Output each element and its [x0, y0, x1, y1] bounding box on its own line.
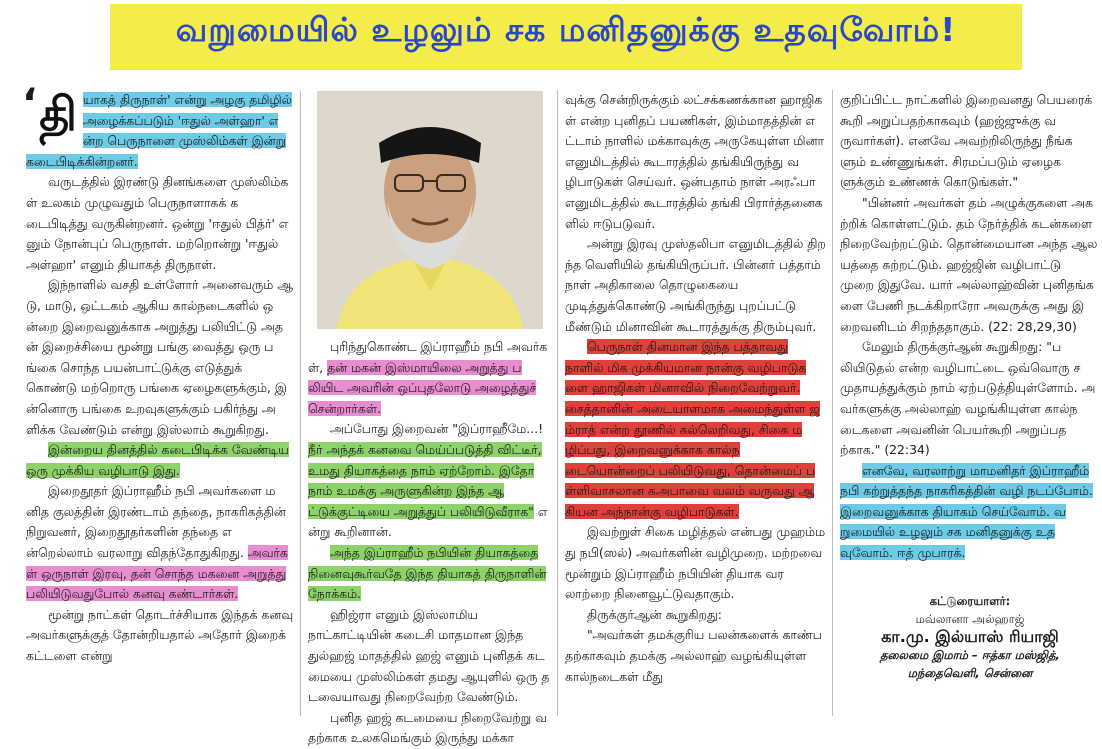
highlight-text: தன் மகன் இஸ்மாயிலை அறுத்து பலியிட அவரின் ஒப்புதலோடு அழைத்துச் சென்றார்கள். [308, 359, 537, 416]
highlight-text: யாகத் திருநாள்' என்று அழகு தமிழில் அழைக்கப்படும் 'ஈதுல் அள்ஹா' என்ற பெருநாளை முஸ்லிம்கள் இன்று கடைபிடிக்கின்றனர். [26, 92, 292, 169]
highlight-text: நீர் அந்தக் கனவை மெய்ப்படுத்தி விட்டீர், உமது தியாகத்தை நாம் ஏற்றோம். இதோ நாம் உமக்கு அருளுகின்ற இந்த ஆட்டுக்குட்டியை அறுத்துப் பலியிடுவீராக" [308, 441, 542, 519]
paragraph-text: அப்போது இறைவன் "இப்ராஹீமே...! [330, 421, 544, 437]
column-divider [832, 90, 833, 716]
paragraph: இந்நாளில் வசதி உள்ளோர் அனைவரும் ஆடு, மாடு, ஒட்டகம் ஆகிய கால்நடைகளில் ஒன்றை இறைவனுக்காக அறுத்து பலியிட்டு அதன் இறைச்சியை மூன்று பங்கு வைத்து ஒரு பங்கை சொந்த பயன்பாட்டுக்கு எடுத்துக் கொண்டு மற்றொரு பங்கை ஏழைகளுக்கும், இன்னொரு பங்கை உறவுகளுக்கும் பகிர்ந்து அளிக்க வேண்டும் என்று இஸ்லாம் கூறுகிறது. [26, 277, 293, 437]
quote-mark-icon: ‘ [22, 81, 38, 127]
author-heading: கட்டுரையாளர்: [929, 594, 1011, 608]
paragraph [308, 419, 552, 543]
paragraph: அன்று இரவு முஸ்தலிபா எனுமிடத்தில் திறந்த வெளியில் தங்கியிருப்பர். பின்னர் பத்தாம் நாள் அதிகாலை தொழுகையை முடித்துக்கொண்டு அங்கிருந்து புறப்பட்டு மீண்டும் மினாவின் கூடாரத்துக்கு திரும்புவர். [565, 236, 826, 334]
highlight-text: இன்றைய தினத்தில் கடைபிடிக்க வேண்டிய ஒரு முக்கிய வழிபாடு இது. [26, 442, 289, 478]
author-name: கா.மு. இல்யாஸ் ரியாஜி [881, 627, 1059, 646]
article-column-2 [308, 337, 552, 749]
paragraph: திருக்குர்ஆன் கூறுகிறது: [587, 606, 722, 622]
author-credit [840, 592, 1100, 682]
paragraph [22, 81, 294, 172]
paragraph: "பின்னர் அவர்கள் தம் அழுக்குகளை அகற்றிக் கொள்ளட்டும். தம் நேர்த்திக் கடன்களை நிறைவேற்றட்டும். தொன்மையான அந்த ஆலயத்தை சுற்றட்டும். ஹஜ்ஜின் வழிபாட்டு முறை இதுவே. யார் அல்லாஹ்வின் புனிதங்களை பேணி நடக்கிறாரோ அவருக்கு அது இறைவனிடம் சிறந்ததாகும். (22: 28,29,30) [840, 194, 1098, 334]
paragraph: மேலும் திருக்குர்ஆன் கூறுகிறது: "பலியிடுதல் என்ற வழிபாட்டை ஒவ்வொரு சமுதாயத்துக்கும் நாம் ஏற்படுத்தியுள்ளோம். அவர்களுக்கு அல்லாஹ் வழங்கியுள்ள கால்நடைகளை அவனின் பெயர்கூறி அறுப்பதற்காக." (22:34) [840, 339, 1096, 458]
paragraph [26, 440, 294, 481]
drop-cap: தி [39, 87, 77, 141]
paragraph [308, 337, 552, 419]
paragraph: இவற்றுள் சிகை மழித்தல் என்பது முஹம்மது நபி(ஸல்) அவர்களின் வழிமுறை. மற்றவை மூன்றும் இப்ராஹீம் நபியின் தியாக வரலாற்றை நினைவூட்டுவதாகும். [565, 524, 826, 602]
paragraph: மூன்று நாட்கள் தொடர்ச்சியாக இந்தக் கனவு அவர்களுக்குத் தோன்றியதால் அதோர் இறைக் கட்டளை என்று [26, 606, 294, 664]
page-title: வறுமையில் உழலும் சக மனிதனுக்கு உதவுவோம்! [175, 10, 957, 49]
highlight-text: பெருநாள் தினமான இந்த பத்தாவது நாளில் மிக முக்கியமான நான்கு வழிபாடுகளை ஹாஜிகள் மினாவில் நிறைவேற்றுவர். சைத்தானின் அடையாளமாக அமைந்துள்ள ஜம்ராத் என்ற தூணில் கல்லெறிவது, சிகை மழிப்பது, இறைவனுக்காக கால்நடையொன்றைப் பலியிடுவது, தொன்மைப் பள்ளிவாசலான கஅபாவை வலம் வருவது ஆகியன அந்நான்கு வழிபாடுகள். [565, 339, 820, 519]
paragraph: வருடத்தில் இரண்டு தினங்களை முஸ்லிம்கள் உலகம் முழுவதும் பெருநாளாகக் கடைபிடித்து வருகின்றனர். ஒன்று 'ஈதுல் பித்ர்' எனும் நோன்புப் பெருநாள். மற்றொன்று 'ஈதுல் அள்ஹா' எனும் தியாகத் திருநாள். [26, 174, 289, 272]
author-place: மந்தைவெளி, சென்னை [907, 666, 1033, 680]
paragraph: புனித ஹஜ் கடமையை நிறைவேற்று வதற்காக உலகமெங்கும் இருந்து மக்கா [308, 709, 547, 746]
article-column-1 [22, 81, 294, 667]
paragraph: குறிப்பிட்ட நாட்களில் இறைவனது பெயரைக் கூறி அறுப்பதற்காகவும் (ஹஜ்ஜுக்கு வருவார்கள்). எனவே அவற்றிலிருந்து நீங்களும் உண்ணுங்கள். சிரமப்படும் ஏழைகளுக்கும் உண்ணக் கொடுங்கள்." [840, 92, 1093, 190]
column-divider [557, 90, 558, 716]
paragraph: "அவர்கள் தமக்குரிய பலன்களைக் காண்பதற்காகவும் தமக்கு அல்லாஹ் வழங்கியுள்ள கால்நடைகள் மீது [565, 627, 822, 684]
paragraph-text: இறைதூதர் இப்ராஹீம் நபி அவர்களை மனித குலத்தின் இரண்டாம் தந்தை, நாகரிகத்தின் நிறுவனர், இறைதூதர்களின் தந்தை என்றெல்லாம் வரலாறு விதந்தோதுகிறது. [26, 483, 286, 561]
paragraph: ஹிஜ்ரா எனும் இஸ்லாமிய நாட்காட்டியின் கடைசி மாதமான இந்த துல்ஹஜ் மாதத்தில் ஹஜ் எனும் புனிதக் கடமையை முஸ்லிம்கள் தமது ஆயுளில் ஒரு தடவையாவது நிறைவேற்ற வேண்டும். [308, 606, 550, 705]
paragraph: வுக்கு சென்றிருக்கும் லட்சக்கணக்கான ஹாஜிகள் என்ற புனிதப் பயணிகள், இம்மாதத்தின் எட்டாம் நாளில் மக்காவுக்கு அருகேயுள்ள மினா எனுமிடத்தில் கூடாரத்தில் தங்கியிருந்து வழிபாடுகள் செய்வர். ஒன்பதாம் நாள் அரஃபா எனுமிடத்தில் கூடாரத்தில் தங்கி பிரார்த்தனைகளில் ஈடுபடுவர். [565, 92, 824, 231]
paragraph [840, 461, 1098, 564]
portrait-illustration [317, 91, 543, 329]
column-divider [300, 90, 301, 716]
author-prefix: மவ்லானா அல்ஹாஜ் [915, 612, 1025, 626]
paragraph [565, 337, 827, 522]
paragraph [26, 481, 294, 605]
highlight-text: எனவே, வரலாற்று மாமனிதர் இப்ராஹீம் நபி கற்றுத்தந்த நாகரிகத்தின் வழி நடப்போம். இறைவனுக்காக தியாகம் செய்வோம். வறுமையில் உழலும் சக மனிதனுக்கு உதவுவோம். ஈத் முபாரக். [840, 462, 1093, 561]
paragraph-text: என்று கூறினான். [308, 503, 548, 540]
author-photo [317, 91, 543, 329]
highlight-text: அவர்கள் ஒருநாள் இரவு, தன் சொந்த மகனை அறுத்து பலியிடுவதுபோல் கனவு கண்டார்கள். [26, 545, 288, 602]
paragraph-text: புரிந்துகொண்ட இப்ராஹீம் நபி அவர்கள், [308, 339, 548, 375]
highlight-text: அந்த இப்ராஹீம் நபியின் தியாகத்தை நினைவுகூர்வதே இந்த தியாகத் திருநாளின் நோக்கம். [308, 544, 547, 602]
author-role: தலைமை இமாம் – ஈத்கா மஸ்ஜித், [880, 648, 1060, 662]
paragraph [308, 543, 552, 605]
article-column-3 [565, 90, 827, 687]
article-column-4 [840, 90, 1098, 564]
